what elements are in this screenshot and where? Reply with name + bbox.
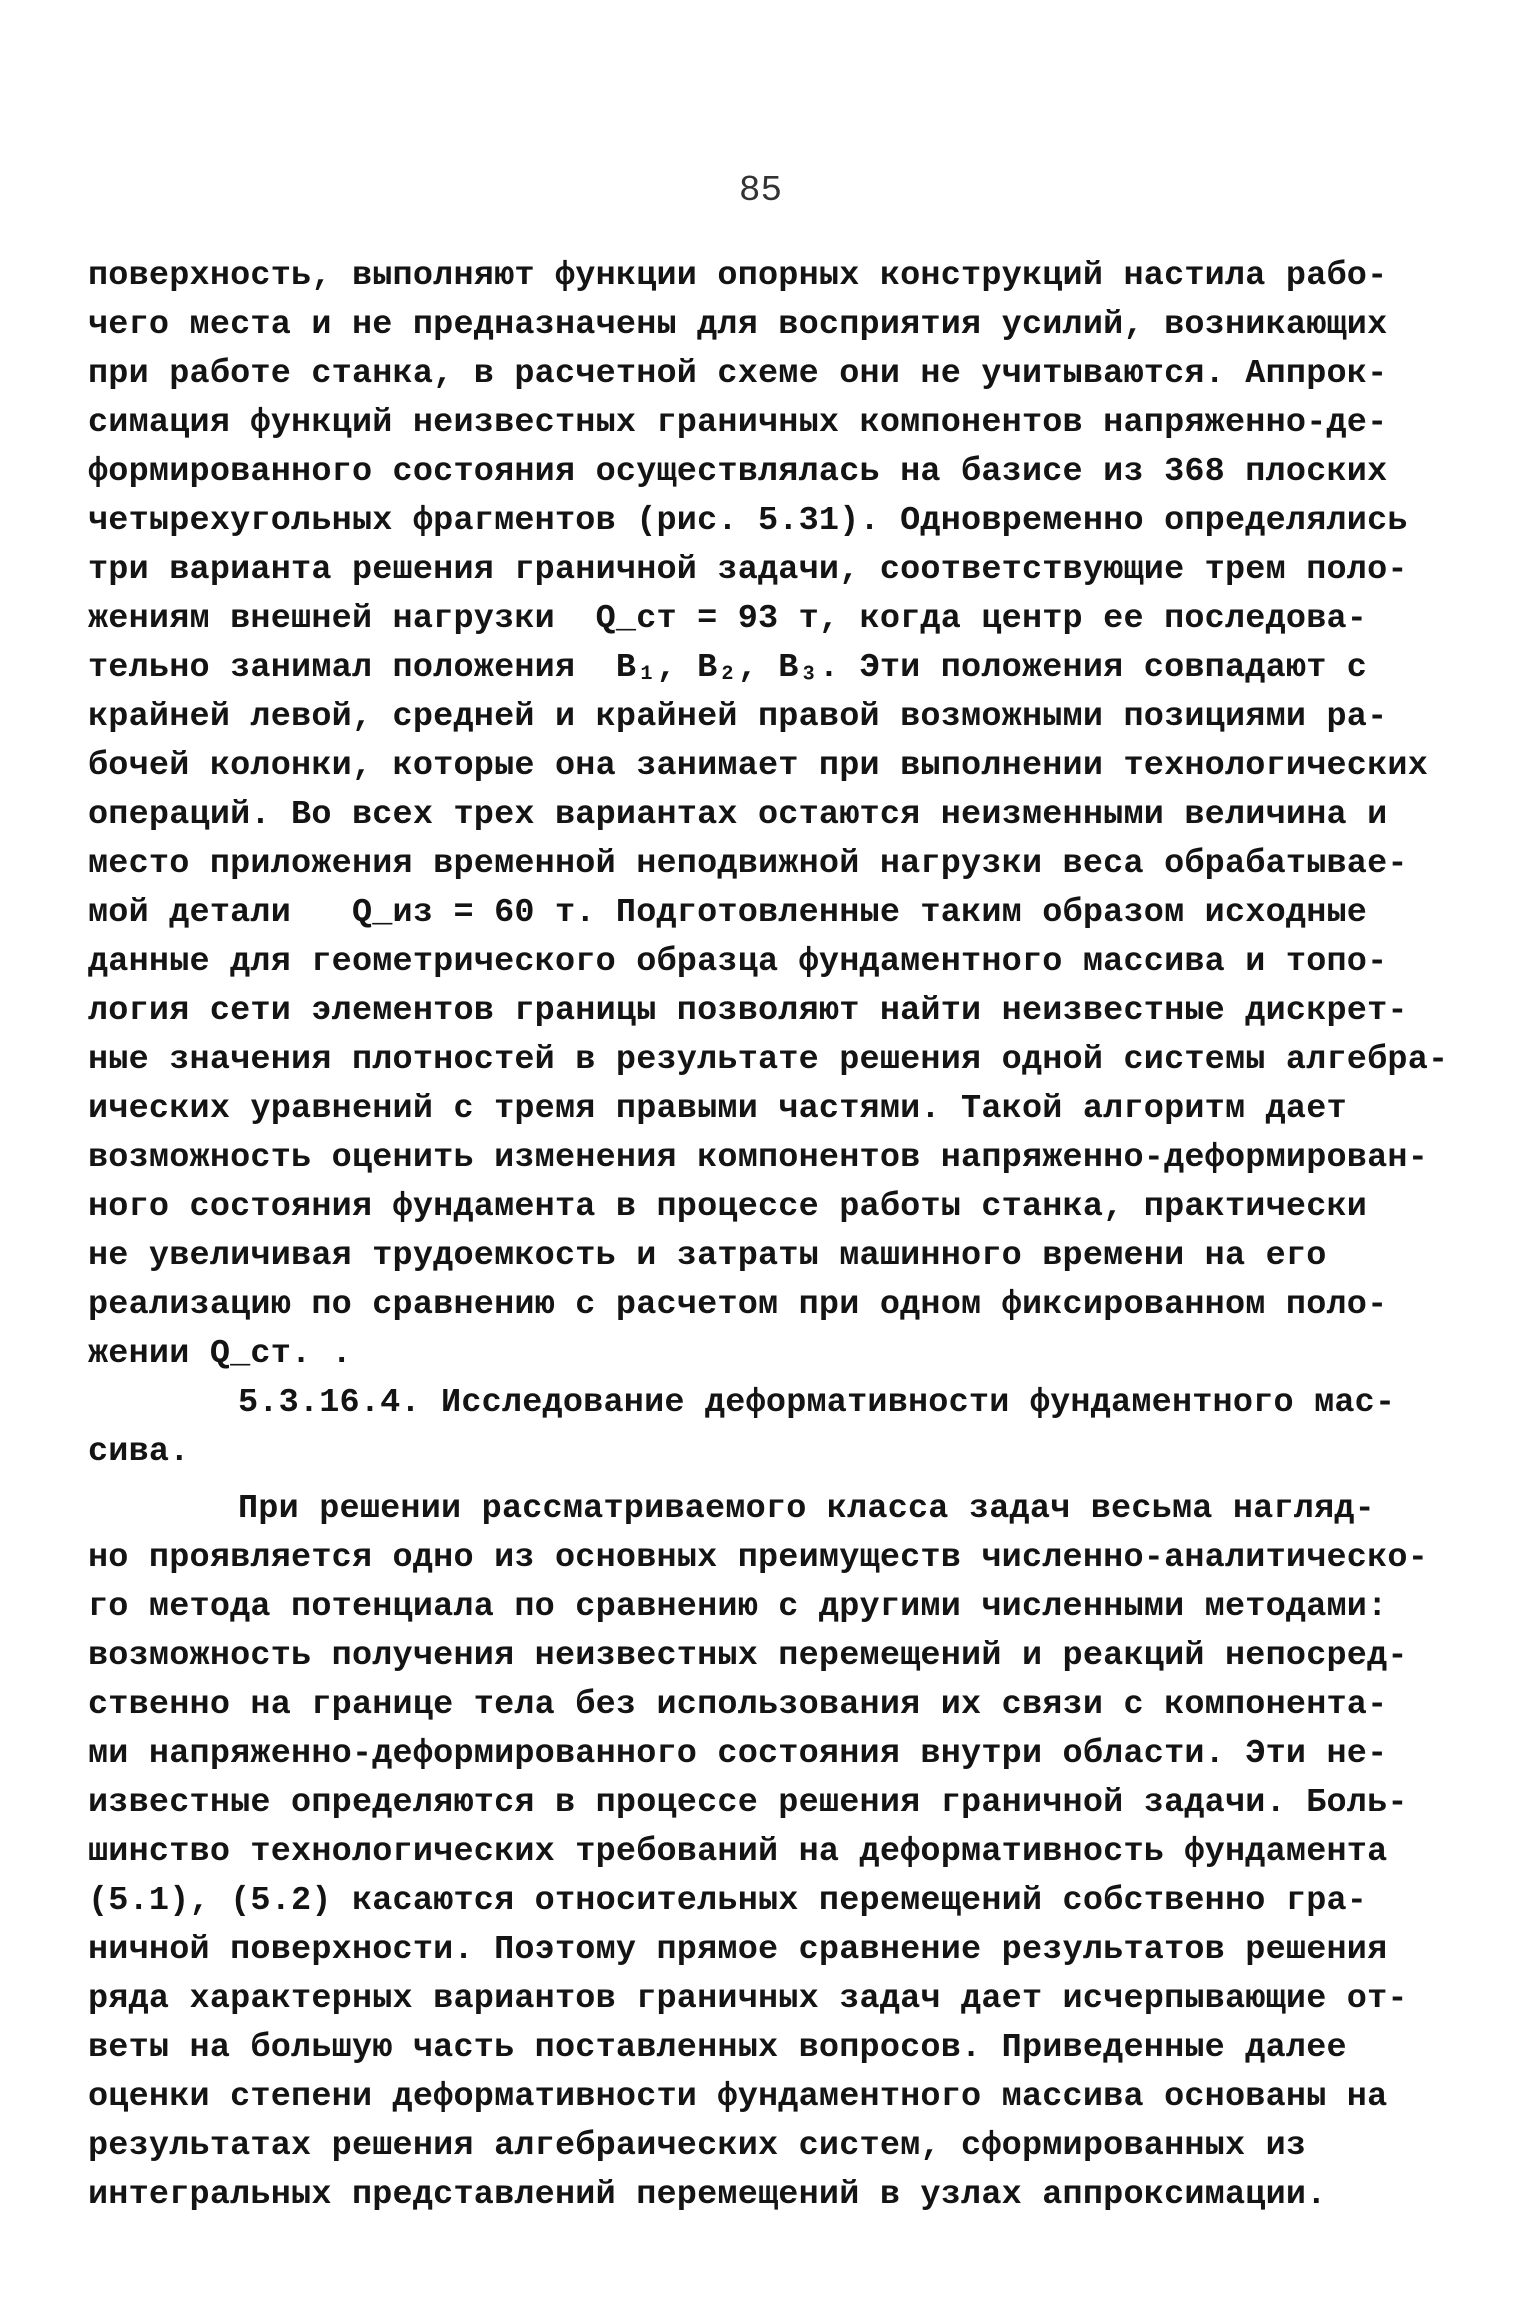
text-line: ственно на границе тела без использования их связи с компонента- (88, 1686, 1388, 1724)
text-line: ми напряженно-деформированного состояния внутри области. Эти не- (88, 1735, 1388, 1773)
paragraph (88, 1485, 1448, 2220)
text-line: результатах решения алгебраических систем, сформированных из (88, 2127, 1307, 2165)
text-line: ные значения плотностей в результате решения одной системы алгебра- (88, 1041, 1449, 1079)
section-heading (88, 1379, 1448, 1477)
text-line: тельно занимал положения B₁, B₂, B₃. Эти положения совпадают с (88, 649, 1368, 687)
paragraph-continuation (88, 252, 1448, 1379)
text-line: логия сети элементов границы позволяют найти неизвестные дискрет- (88, 992, 1408, 1030)
text-line: бочей колонки, которые она занимает при выполнении технологических (88, 747, 1429, 785)
text-line: мой детали Q_из = 60 т. Подготовленные таким образом исходные (88, 894, 1368, 932)
text-line: место приложения временной неподвижной нагрузки веса обрабатывае- (88, 845, 1408, 883)
text-line: но проявляется одно из основных преимуществ численно-аналитическо- (88, 1539, 1429, 1577)
text-line: возможность получения неизвестных перемещений и реакций непосред- (88, 1637, 1408, 1675)
text-line: реализацию по сравнению с расчетом при одном фиксированном поло- (88, 1286, 1388, 1324)
text-line: ряда характерных вариантов граничных задач дает исчерпывающие от- (88, 1980, 1408, 2018)
text-line: (5.1), (5.2) касаются относительных перемещений собственно гра- (88, 1882, 1368, 1920)
text-line: оценки степени деформативности фундаментного массива основаны на (88, 2078, 1388, 2116)
section-heading-line: сива. (88, 1433, 190, 1471)
text-line: веты на большую часть поставленных вопросов. Приведенные далее (88, 2029, 1347, 2067)
text-line: четырехугольных фрагментов (рис. 5.31). Одновременно определялись (88, 502, 1408, 540)
text-line: интегральных представлений перемещений в узлах аппроксимации. (88, 2176, 1327, 2214)
text-line: три варианта решения граничной задачи, соответствующие трем поло- (88, 551, 1408, 589)
text-line: жениям внешней нагрузки Q_ст = 93 т, когда центр ее последова- (88, 600, 1368, 638)
text-line: симация функций неизвестных граничных компонентов напряженно-де- (88, 404, 1388, 442)
page-number: 85 (738, 170, 783, 211)
text-line: поверхность, выполняют функции опорных конструкций настила рабо- (88, 257, 1388, 295)
text-line: чего места и не предназначены для восприятия усилий, возникающих (88, 306, 1388, 344)
text-line: ических уравнений с тремя правыми частями. Такой алгоритм дает (88, 1090, 1347, 1128)
text-line: При решении рассматриваемого класса задач весьма нагляд- (238, 1490, 1375, 1528)
text-line: возможность оценить изменения компонентов напряженно-деформирован- (88, 1139, 1429, 1177)
page-body (88, 252, 1448, 2220)
text-line: при работе станка, в расчетной схеме они не учитываются. Аппрок- (88, 355, 1388, 393)
spacer (88, 1477, 1448, 1485)
text-line: известные определяются в процессе решения граничной задачи. Боль- (88, 1784, 1408, 1822)
text-line: ного состояния фундамента в процессе работы станка, практически (88, 1188, 1368, 1226)
text-line: го метода потенциала по сравнению с другими численными методами: (88, 1588, 1388, 1626)
text-line: не увеличивая трудоемкость и затраты машинного времени на его (88, 1237, 1327, 1275)
text-line: шинство технологических требований на деформативность фундамента (88, 1833, 1388, 1871)
text-line: крайней левой, средней и крайней правой возможными позициями ра- (88, 698, 1388, 736)
text-line: данные для геометрического образца фундаментного массива и топо- (88, 943, 1388, 981)
section-heading-line: 5.3.16.4. Исследование деформативности фундаментного мас- (238, 1384, 1396, 1422)
text-line: жении Q_ст. . (88, 1335, 352, 1373)
text-line: операций. Во всех трех вариантах остаются неизменными величина и (88, 796, 1388, 834)
text-line: формированного состояния осуществлялась на базисе из 368 плоских (88, 453, 1388, 491)
text-line: ничной поверхности. Поэтому прямое сравнение результатов решения (88, 1931, 1388, 1969)
